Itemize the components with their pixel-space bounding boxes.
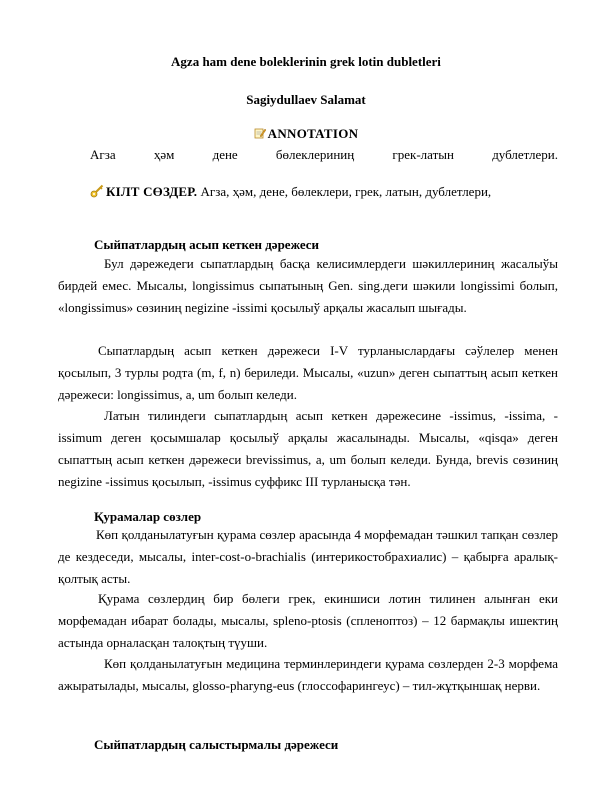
document-title: Agza ham dene boleklerinin grek lotin dubletleri xyxy=(171,54,441,69)
section-heading: Сыйпатлардың салыстырмалы дәрежеси xyxy=(94,737,339,752)
keywords-line xyxy=(90,184,570,200)
annotation-word: дублетлери. xyxy=(492,147,558,162)
paragraph: Сыпатлардың асып кеткен дәрежеси I-V турланыслардағы сәўлелер менен қосылып, 3 турлы родта (m, f, n) бериледи. Мысалы, «uzun» деген сыпаттың асып кеткен дәрежеси: longissimus, a, um болып келеди. xyxy=(58,343,558,402)
section-heading: Сыйпатлардың асып кеткен дәрежеси xyxy=(94,237,320,252)
document-author: Sagiydullaev Salamat xyxy=(246,92,366,107)
section-heading: Қурамалар сөзлер xyxy=(94,509,202,524)
annotation-word: дене xyxy=(212,147,238,162)
paragraph: Көп қолданылатуғын қурама сөзлер арасында 4 морфемадан тәшкил тапқан сөзлер де кездеседи, мысалы, inter-cost-o-brachialis (интерикостобрахиалис) – қабырға аралық-қолтық асты. xyxy=(58,527,558,586)
key-icon xyxy=(90,184,104,198)
annotation-heading xyxy=(0,126,612,142)
paragraph: Көп қолданылатуғын медицина терминлериндеги қурама сөзлерден 2-3 морфема ажыратылады, мысалы, glosso-pharyng-eus (глоссофарингеус) – тил-жұтқыншақ нерви. xyxy=(58,656,558,693)
annotation-word: Агза xyxy=(90,147,116,162)
paragraph: Бул дәрежедеги сыпатлардың басқа келисимлердеги шәкиллериниң жасалыўы бирдей емес. Мысалы, longissimus сыпатының Gen. sing.деги шәкили longissimi болып, «longissimus» сөзиниң negizine -issimi қосылыў арқалы жасалып шығады. xyxy=(58,256,558,315)
keywords-text: Агза, ҳәм, дене, бөлеклери, грек, латын, дублетлери, xyxy=(197,184,492,199)
annotation-label: ANNOTATION xyxy=(267,126,359,141)
paragraph: Латын тилиндеги сыпатлардың асып кеткен дәрежесине -issimus, -issima, -issimum деген қосымшалар қосылыў арқалы жасалынады. Мысалы, «qisqa» деген сыпаттың асып кеткен дәрежеси brevissimus, a, um болып келеди. Бунда, brevis сөзиниң negizine -issimus қосылып, -issimus суффикс III турланысқа тән. xyxy=(58,408,558,489)
annotation-word: бөлеклериниң xyxy=(275,147,355,162)
paragraph: Қурама сөзлердиң бир бөлеги грек, екиншиси лотин тилинен алынған еки морфемадан ибарат болады, мысалы, spleno-ptosis (спленоптоз) – 12 бармақлы ишектиң астында орналасқан талоқтың түуши. xyxy=(58,591,558,650)
keywords-label: КІЛТ СӨЗДЕР. xyxy=(106,184,198,199)
memo-pencil-icon xyxy=(254,127,266,139)
annotation-word: грек-латын xyxy=(392,147,454,162)
annotation-word: ҳәм xyxy=(153,147,175,162)
annotation-text xyxy=(90,147,558,163)
